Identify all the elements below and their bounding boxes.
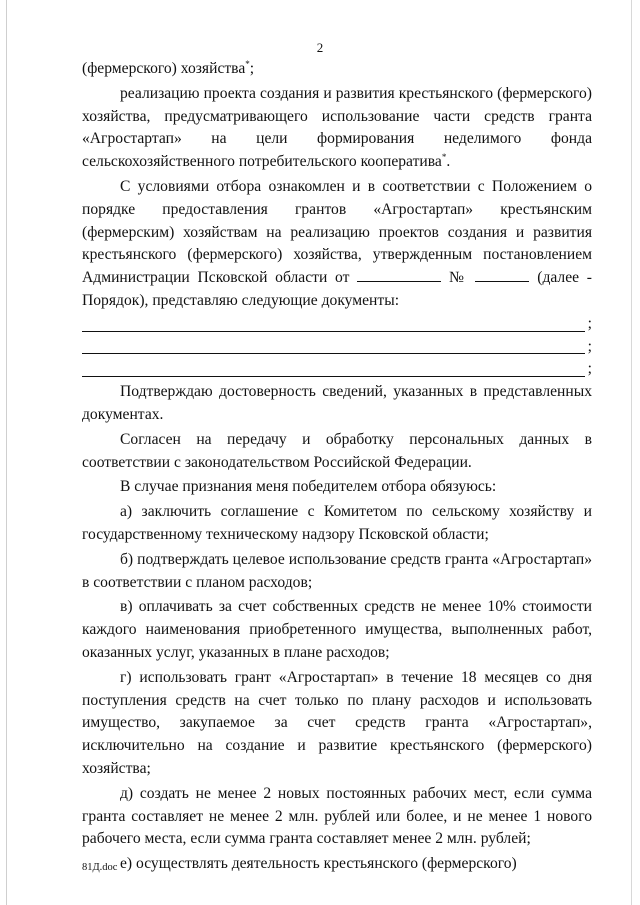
paragraph-conditions: С условиями отбора ознакомлен и в соответствии с Положением о порядке предоставления грантов «Агростартап» крестьянским (фермерским) хозяйствам на реализацию проектов создания и развития крестьянского (фермерского) хозяйства, утвержденным постановлением Администрации Псковской области от № (далее - Порядок), представляю следующие документы: — [82, 177, 593, 309]
paragraph-item-g: г) использовать грант «Агростартап» в течение 18 месяцев со дня поступления средств на счет только по плану расходов и использовать имущество, закупаемое за счет средств гранта «Агростартап», исключительно на создание и развитие крестьянского (фермерского) хозяйства; — [82, 668, 592, 777]
paragraph-item-v: в) оплачивать за счет собственных средств не менее 10% стоимости каждого наименования приобретенного имущества, выполненных работ, оказанных услуг, указанных в плане расходов; — [82, 598, 592, 661]
scan-edge-right — [631, 0, 632, 905]
paragraph-confirm: Подтверждаю достоверность сведений, указанных в представленных документах. — [82, 383, 592, 423]
paragraph-item-a: а) заключить соглашение с Комитетом по сельскому хозяйству и государственному техническому надзору Псковской области; — [82, 503, 592, 543]
paragraph-item-b: б) подтверждать целевое использование средств гранта «Агростартап» в соответствии с планом расходов; — [82, 550, 592, 591]
paragraph-item-e: е) осуществлять деятельность крестьянского (фермерского) — [120, 855, 517, 873]
document-body — [82, 58, 592, 876]
document-list-line-1: ; — [82, 313, 592, 336]
paragraph-project-cooperative: реализацию проекта создания и развития крестьянского (фермерского) хозяйства, предусматривающего использование части средств гранта «Агростартап» на цели формирования неделимого фонда сельскохозяйственного потребительского кооператива*. — [82, 84, 592, 171]
footnote-mark: * — [245, 59, 250, 69]
paragraph-obligations-intro: В случае признания меня победителем отбора обязуюсь: — [120, 478, 497, 496]
date-blank — [357, 267, 441, 282]
paragraph-farm-household: (фермерского) хозяйства*; — [82, 59, 255, 77]
file-name-footer: 81Д.doc — [82, 862, 118, 873]
footnote-mark: * — [441, 152, 447, 163]
page-number: 2 — [316, 40, 324, 55]
paragraph-item-d: д) создать не менее 2 новых постоянных рабочих мест, если сумма гранта составляет не менее 2 млн. рублей или более, и не менее 1 нового рабочего места, если сумма гранта составляет менее 2 млн. рублей; — [82, 784, 592, 848]
document-list-line-2: ; — [82, 336, 592, 359]
paragraph-consent: Согласен на передачу и обработку персональных данных в соответствии с законодательством Российской Федерации. — [82, 430, 592, 471]
scan-edge-left — [6, 0, 7, 905]
document-list-line-3: ; — [82, 358, 592, 381]
number-blank — [475, 267, 529, 282]
